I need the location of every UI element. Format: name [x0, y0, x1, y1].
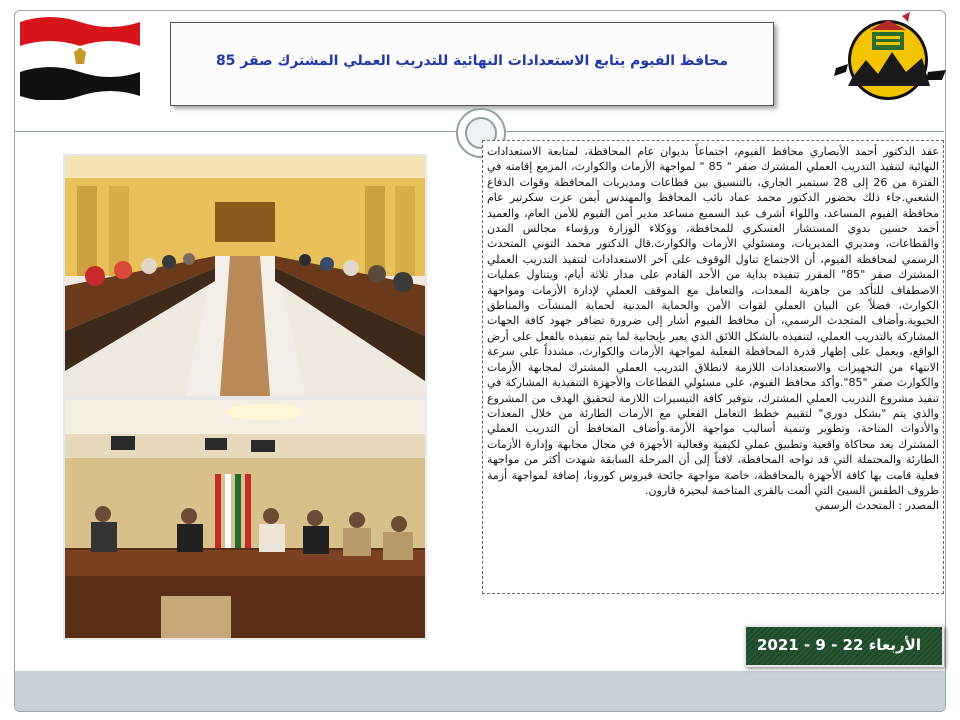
date-text: الأربعاء 22 - 9 - 2021 [757, 636, 921, 654]
article-body [487, 144, 939, 514]
article-box [482, 140, 944, 594]
page-title: محافظ الفيوم يتابع الاستعدادات النهائية للتدريب العملي المشترك صقر 85 [215, 53, 729, 69]
meeting-photo-2 [63, 398, 427, 640]
date-box [744, 625, 944, 667]
title-box [170, 22, 774, 106]
article-text: عقد الدكتور أحمد الأنصاري محافظ الفيوم، اجتماعاً بديوان عام المحافظة، لمتابعة الاستعدادات النهائية لتنفيذ التدريب العملي المشترك صقر " 85 " لمواجهة الأزمات والكوارث، المزمع إقامته في الفترة من 26 إلى 28 سبتمبر الجاري، بالتنسيق بين قطاعات ومديريات المحافظة وقوات الدفاع الشعبي.جاء ذلك بحضور الدكتور محمد عماد نائب المحافظ والمهندس أيمن عزت سكرتير عام محافظة الفيوم المساعد، واللواء أشرف عبد السميع مساعد مدير أمن الفيوم للأمن العام، والعميد أحمد حسين بدوي المستشار العسكري للمحافظة، ووكلاء الوزارة ورؤساء مجالس المدن والقطاعات، ومديري المديريات، ومسئولي الأزمات والكوارث.قال الدكتور محمد التوني المتحدث الرسمي لمحافظة الفيوم، أن الاجتماع تناول الوقوف على آخر الاستعدادات لتنفيذ التدريب العملي المشترك صقر "85" المقرر تنفيذه بداية من الأحد القادم على مدار ثلاثة أيام، ويتناول عمليات الاصطفاف للتأكد من جاهزية المعدات، والتعامل مع الموقف العملي لإدارة الأزمات ومواجهة الكوارث، فضلاً عن البيان العملي لقوات الأمن والحماية المدنية لحماية المنشآت والمناطق الحيوية.وأضاف المتحدث الرسمي، أن محافظ الفيوم أشار إلى ضرورة تضافر جهود كافة الجهات المشاركة بالتدريب العملي، لتنفيذه بالشكل اللائق الذي يعبر بإيجابية لما يتم تنفيذه بالفعل على أرض الواقع، ويعمل على إظهار قدرة المحافظة الفعلية لمواجهة الأزمات والكوارث، مشدداً على سرعة الانتهاء من التجهيزات والاستعدادات اللازمة لانطلاق التدريب العملي المشترك لمجابهة الأزمات والكوارث صقر "85".وأكد محافظ الفيوم، على مسئولي القطاعات والأجهزة التنفيذية المشاركة في تنفيذ مشروع التدريب العملي المشترك، بتوفير كافة التيسيرات اللازمة لتحقيق الهدف من المشروع والذي يتم "بشكل دوري" لتقييم خطط التعامل الفعلي مع الأزمات الطارئة من خلال المعدات والأدوات المتاحة، وتطوير وتنمية أساليب مواجهة الأزمة.وأضاف المحافظ أن التدريب العملي المشترك يعد محاكاة واقعية وتطبيق عملي لكيفية وفعالية الأجهزة في مجال مجابهة وإدارة الأزمات الطارئة والمحتملة التي قد تواجه المحافظة، لافتاً إلى أن المرحلة السابقة شهدت أكثر من مواجهة فعلية قامت بها كافة الأجهزة بالمحافظة، خاصة مواجهة جائحة فيروس كورونا، إضافة لمواجهة أزمة ظروف الطقس السيئ التي ألمت بالقرى المتاخمة لبحيرة قارون. [487, 145, 940, 497]
meeting-photo-1 [63, 154, 427, 398]
article-source: المصدر : المتحدث الرسمي [814, 499, 939, 513]
governorate-logo-icon [830, 8, 948, 104]
egypt-flag-icon [16, 12, 144, 100]
bottom-band [15, 671, 945, 711]
